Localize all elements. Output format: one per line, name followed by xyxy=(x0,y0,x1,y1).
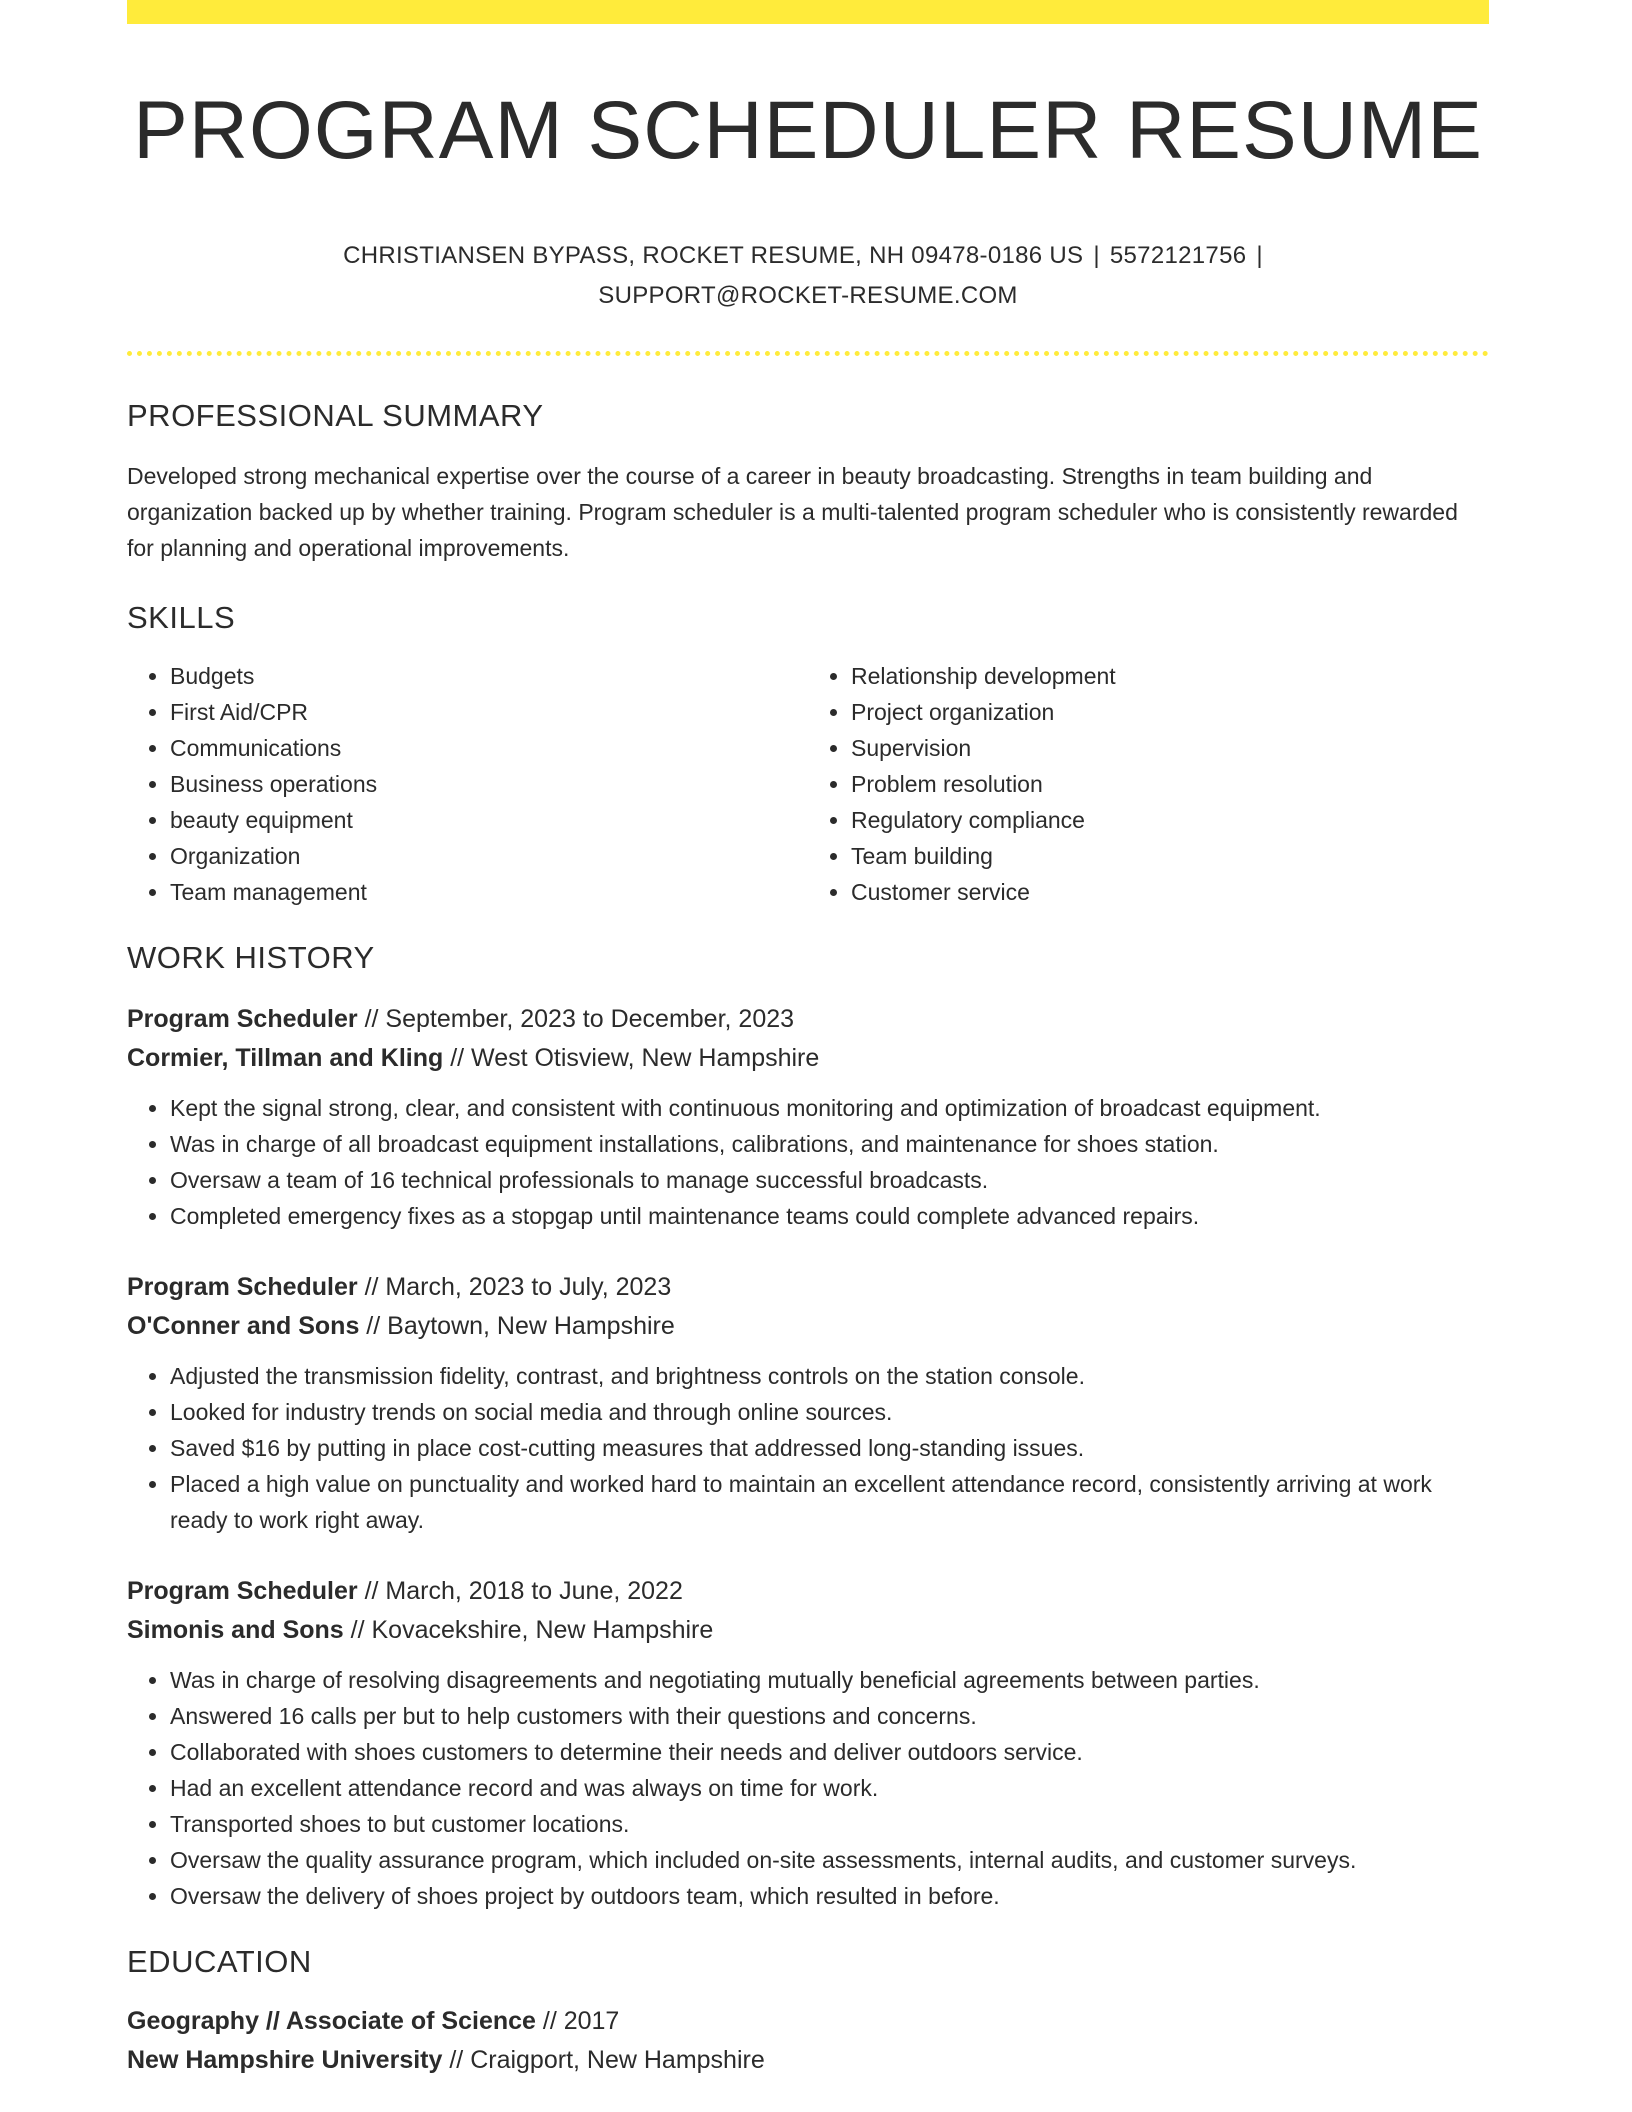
skill-item: • Communications xyxy=(170,730,808,766)
contact-separator: | xyxy=(1093,242,1100,270)
education-location: // Craigport, New Hampshire xyxy=(442,2046,765,2075)
summary-heading: PROFESSIONAL SUMMARY xyxy=(127,398,544,434)
job-company-line xyxy=(127,1039,1489,1078)
skill-item: • Problem resolution xyxy=(851,766,1489,802)
job-bullet: • Oversaw the delivery of shoes project by outdoors team, which resulted in before. xyxy=(170,1878,1489,1914)
skill-item: • Team management xyxy=(170,874,808,910)
job-title-line xyxy=(127,1268,1489,1307)
job-bullet: • Looked for industry trends on social media and through online sources. xyxy=(170,1394,1489,1430)
job-bullet: • Was in charge of all broadcast equipment installations, calibrations, and maintenance for shoes station. xyxy=(170,1126,1489,1162)
skill-item: • Relationship development xyxy=(851,658,1489,694)
skills-column-right xyxy=(808,658,1489,910)
job-dates: // March, 2018 to June, 2022 xyxy=(357,1577,683,1606)
job-location: // West Otisview, New Hampshire xyxy=(443,1044,820,1073)
skill-item: • Organization xyxy=(170,838,808,874)
job-company-line xyxy=(127,1611,1489,1650)
skill-item: • Customer service xyxy=(851,874,1489,910)
job-bullets xyxy=(127,1662,1489,1914)
job-location: // Baytown, New Hampshire xyxy=(359,1312,675,1341)
job-company: Simonis and Sons xyxy=(127,1616,344,1645)
job-company-line xyxy=(127,1307,1489,1346)
skill-item: • Budgets xyxy=(170,658,808,694)
job-company: Cormier, Tillman and Kling xyxy=(127,1044,444,1073)
job-title-line xyxy=(127,1000,1489,1039)
skills-list xyxy=(127,658,1489,910)
skill-item: • Project organization xyxy=(851,694,1489,730)
job-title: Program Scheduler xyxy=(127,1273,358,1302)
job-title-line xyxy=(127,1572,1489,1611)
job-bullets xyxy=(127,1358,1489,1538)
job-company: O'Conner and Sons xyxy=(127,1312,360,1341)
job-dates: // March, 2023 to July, 2023 xyxy=(357,1273,672,1302)
job-bullet: • Kept the signal strong, clear, and consistent with continuous monitoring and optimization of broadcast equipment. xyxy=(170,1090,1489,1126)
job-bullet: • Collaborated with shoes customers to determine their needs and deliver outdoors service. xyxy=(170,1734,1489,1770)
work-history-heading: WORK HISTORY xyxy=(127,940,375,976)
education-school-line xyxy=(127,2041,1489,2080)
job-entry xyxy=(127,1268,1489,1538)
job-bullet: • Oversaw the quality assurance program, which included on-site assessments, internal audits, and customer surveys. xyxy=(170,1842,1489,1878)
skills-column-left xyxy=(127,658,808,910)
education-school: New Hampshire University xyxy=(127,2046,443,2075)
summary-text: Developed strong mechanical expertise over the course of a career in beauty broadcasting. Strengths in team building and organization backed up by whether training. Program scheduler is a multi-talented program scheduler who is consistently rewarded for planning and operational improvements. xyxy=(127,463,1458,562)
top-accent-bar xyxy=(127,0,1489,24)
skill-item: • First Aid/CPR xyxy=(170,694,808,730)
education-degree: Geography // Associate of Science xyxy=(127,2007,536,2036)
job-bullet: • Was in charge of resolving disagreements and negotiating mutually beneficial agreements between parties. xyxy=(170,1662,1489,1698)
education-degree-line xyxy=(127,2002,1489,2041)
skill-item: • Supervision xyxy=(851,730,1489,766)
job-bullet: • Saved $16 by putting in place cost-cutting measures that addressed long-standing issues. xyxy=(170,1430,1489,1466)
job-bullet: • Placed a high value on punctuality and worked hard to maintain an excellent attendance record, consistently arriving at work ready to work right away. xyxy=(170,1466,1489,1538)
resume-page xyxy=(127,0,1489,2080)
job-bullet: • Had an excellent attendance record and was always on time for work. xyxy=(170,1770,1489,1806)
dotted-divider xyxy=(127,351,1489,356)
skill-item: • beauty equipment xyxy=(170,802,808,838)
job-title: Program Scheduler xyxy=(127,1005,358,1034)
job-bullets xyxy=(127,1090,1489,1234)
skill-item: • Business operations xyxy=(170,766,808,802)
job-bullet: • Answered 16 calls per but to help customers with their questions and concerns. xyxy=(170,1698,1489,1734)
education-heading: EDUCATION xyxy=(127,1944,312,1980)
resume-title: PROGRAM SCHEDULER RESUME xyxy=(133,85,1483,176)
job-bullet: • Adjusted the transmission fidelity, contrast, and brightness controls on the station console. xyxy=(170,1358,1489,1394)
job-title: Program Scheduler xyxy=(127,1577,358,1606)
job-bullet: • Completed emergency fixes as a stopgap until maintenance teams could complete advanced repairs. xyxy=(170,1198,1489,1234)
job-bullet: • Oversaw a team of 16 technical professionals to manage successful broadcasts. xyxy=(170,1162,1489,1198)
contact-email[interactable]: SUPPORT@ROCKET-RESUME.COM xyxy=(598,282,1018,310)
contact-address: CHRISTIANSEN BYPASS, ROCKET RESUME, NH 09478-0186 US xyxy=(343,242,1084,270)
contact-separator: | xyxy=(1256,242,1263,270)
job-location: // Kovacekshire, New Hampshire xyxy=(343,1616,714,1645)
contact-phone: 5572121756 xyxy=(1109,242,1247,270)
job-entry xyxy=(127,1572,1489,1914)
job-dates: // September, 2023 to December, 2023 xyxy=(357,1005,795,1034)
skills-heading: SKILLS xyxy=(127,600,236,636)
job-bullet: • Transported shoes to but customer locations. xyxy=(170,1806,1489,1842)
contact-info xyxy=(318,236,1298,316)
education-entry xyxy=(127,2002,1489,2080)
education-year: // 2017 xyxy=(535,2007,620,2036)
skill-item: • Team building xyxy=(851,838,1489,874)
skill-item: • Regulatory compliance xyxy=(851,802,1489,838)
job-entry xyxy=(127,1000,1489,1234)
